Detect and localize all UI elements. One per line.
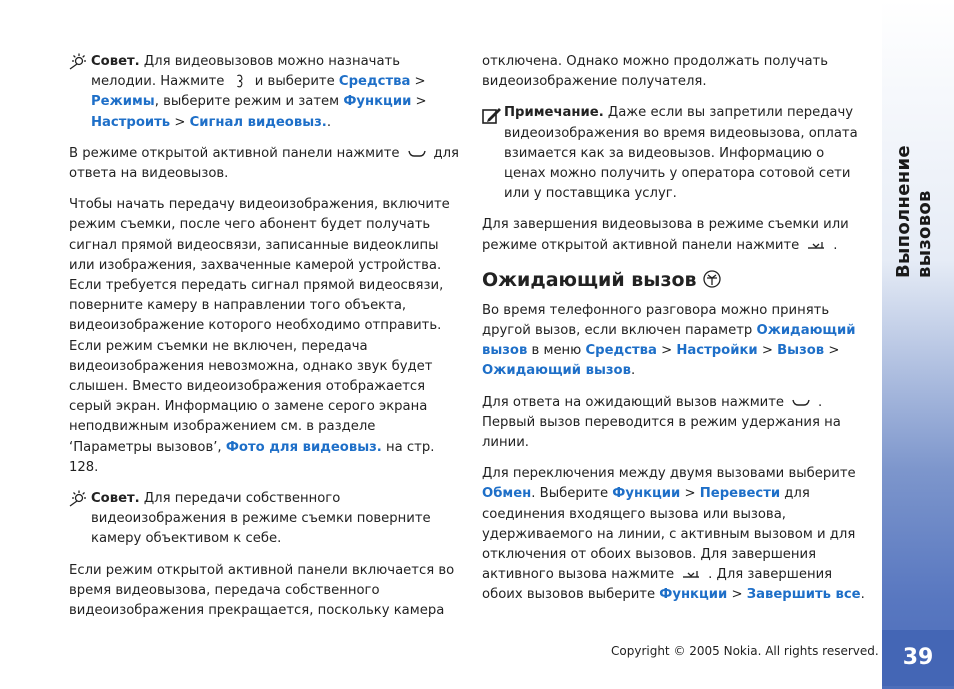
end-key-icon — [805, 238, 827, 252]
tip-text: и выберите — [250, 74, 339, 90]
tip-text: . — [326, 114, 332, 130]
paragraph-text: Чтобы начать передачу видеоизображения, включите режим съемки, после чего абонент будет получать сигнал прямой видеосвязи, записанные видеоклипы или изображения, захваченные камерой устройства. Если требуется передать сигнал прямой видеосвязи, поверните камеру в направлении того объекта, видеоизображение которого необходимо отправить. Если режим съемки не включен, передача видеоизображения невозможна, однако звук будет слышен. Вместо видеоизображения отображается серый экран. Информацию о замене серого экрана неподвижным изображением см. в разделе ‘Параметры вызовов’, — [69, 197, 450, 455]
kw-tools: Средства — [585, 343, 657, 359]
paragraph-text: . Для завершения обоих вызовов выберите — [482, 567, 833, 603]
kw-swap: Обмен — [482, 486, 532, 502]
kw-settings: Настройки — [676, 343, 758, 359]
menu-key-icon — [233, 74, 247, 88]
paragraph-call-waiting-setting — [482, 301, 870, 382]
paragraph-text: в меню — [527, 343, 586, 359]
right-column — [482, 52, 870, 617]
section-title: Выполнение вызовов — [893, 145, 935, 278]
note-text: Даже если вы запретили передачу видеоизображения во время видеовызова, оплата взимается как за видеовызов. Информацию о ценах можно получить у оператора сотовой сети или у поставщика услуг. — [504, 105, 858, 202]
call-key-icon — [790, 395, 812, 409]
kw-call-waiting: Ожидающий вызов — [482, 363, 631, 379]
note-billing — [482, 103, 870, 204]
tip-camera — [69, 489, 461, 550]
paragraph-text: Для переключения между двумя вызовами выберите — [482, 466, 856, 482]
paragraph-text: . Выберите — [531, 486, 613, 502]
copyright: Copyright © 2005 Nokia. All rights reserved. — [611, 644, 879, 658]
lightbulb-tip-icon — [69, 490, 89, 508]
separator: > — [170, 114, 190, 130]
kw-options: Функции — [343, 94, 412, 110]
separator: > — [410, 74, 426, 90]
kw-transfer: Перевести — [699, 486, 781, 502]
call-key-icon — [406, 146, 428, 160]
lightbulb-tip-icon — [69, 53, 89, 71]
paragraph-text: . — [860, 587, 865, 603]
separator: > — [824, 343, 840, 359]
paragraph-answer-video — [69, 144, 461, 184]
paragraph-text: Для завершения видеовызова в режиме съемки или режиме открытой активной панели нажмите — [482, 217, 849, 253]
paragraph-video-sharing — [69, 195, 461, 478]
kw-profiles: Режимы — [91, 94, 155, 110]
separator: > — [411, 94, 427, 110]
separator: > — [656, 343, 677, 359]
note-label: Примечание. — [504, 105, 604, 121]
paragraph-camera-off: отключена. Однако можно продолжать получать видеоизображение получателя. — [482, 54, 828, 90]
kw-tools: Средства — [338, 74, 411, 90]
separator: > — [727, 587, 747, 603]
kw-video-call-tone: Сигнал видеовыз. — [189, 114, 327, 130]
paragraph-active-cover: Если режим открытой активной панели включается во время видеовызова, передача собственного видеоизображения прекращается, поскольку камера — [69, 562, 455, 619]
paragraph-end-video — [482, 215, 870, 255]
end-key-icon — [680, 567, 702, 581]
kw-options: Функции — [612, 486, 681, 502]
kw-call-waiting: Ожидающий вызов — [482, 323, 856, 359]
kw-personalise: Настроить — [91, 114, 171, 130]
paragraph-text: . — [630, 363, 636, 379]
kw-photo-video-call: Фото для видеовыз. — [225, 439, 382, 455]
paragraph-text: Для ответа на ожидающий вызов нажмите — [482, 394, 785, 410]
page-number: 39 — [882, 630, 954, 686]
paragraph-text: на стр. 128. — [69, 439, 435, 475]
kw-call: Вызов — [777, 343, 825, 359]
separator: > — [757, 343, 778, 359]
tip-text: Для передачи собственного видеоизображения в режиме съемки поверните камеру объективом к себе. — [91, 491, 431, 547]
tip-label: Совет. — [91, 491, 140, 507]
heading-text: Ожидающий вызов — [482, 268, 697, 291]
separator: > — [680, 486, 700, 502]
kw-options: Функции — [659, 587, 728, 603]
heading-call-waiting — [482, 267, 870, 293]
paragraph-text: . Первый вызов переводится в режим удержания на линии. — [482, 394, 841, 451]
paragraph-text: В режиме открытой активной панели нажмите — [69, 145, 400, 161]
paragraph-text: для соединения входящего вызова или вызова, удерживаемого на линии, с активным вызовом и для отключения от обоих вызовов. Для завершения активного вызова нажмите — [482, 486, 856, 583]
note-pen-icon — [482, 105, 502, 125]
tip-text: , выберите режим и затем — [154, 94, 344, 110]
network-service-icon — [703, 270, 721, 288]
paragraph-switch-calls — [482, 464, 870, 605]
paragraph-text: Во время телефонного разговора можно принять другой вызов, если включен параметр — [482, 302, 830, 339]
tip-ringtone — [69, 52, 461, 133]
paragraph-text: . — [833, 237, 838, 253]
kw-end-all: Завершить все — [746, 587, 861, 603]
left-column — [69, 52, 461, 632]
paragraph-answer-waiting — [482, 393, 870, 454]
paragraph-text: для ответа на видеовызов. — [69, 145, 459, 182]
tip-text: Для видеовызовов можно назначать мелодии. Нажмите — [91, 54, 400, 90]
tip-label: Совет. — [91, 54, 140, 69]
